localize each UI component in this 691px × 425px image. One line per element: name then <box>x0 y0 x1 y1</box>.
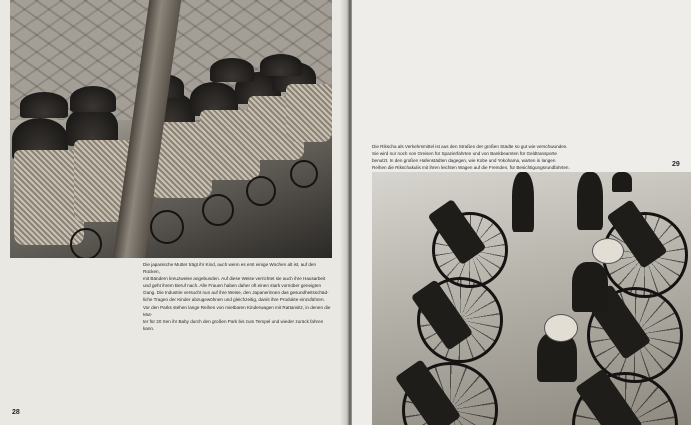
rickshaws-photo <box>372 172 691 425</box>
caption-line: und geht ihrem Beruf nach. Alle Frauen haben daher oft einen stark vornüber geneigten <box>143 283 321 289</box>
caption-line: Vor den Parks stehen lange Reihen von mietbaren Kinderwagen mit Rattansitz, in denen die Mut- <box>143 304 331 317</box>
caption-line: ter für 20 Sen ihr Baby durch den großen Park bis zum Tempel und wieder zurück fahren kann. <box>143 318 324 331</box>
straw-hat <box>592 238 624 264</box>
person-figure <box>612 172 632 192</box>
person-figure <box>577 172 603 230</box>
straw-hat <box>544 314 578 342</box>
caption-line: Die Rikscha als Verkehrsmittel ist aus den Straßen der großen Städte so gut wie verschwunden. <box>372 144 568 149</box>
caption-line: benutzt. In den großen Hafenstädten dagegen, wie Kobe und Yokohama, warten in langen <box>372 158 556 164</box>
pram-wheel <box>150 210 184 244</box>
pram-wheel <box>202 194 234 226</box>
rickshaw-puller <box>572 262 608 312</box>
caption-line: Gang. Die Industrie versucht nun auf ihre Weise, den Japanerinnen das gesundheitsschäd- <box>143 290 329 296</box>
person-figure <box>512 172 534 232</box>
pram-wheel <box>246 176 276 206</box>
left-caption <box>143 261 333 332</box>
caption-line: mit Bändern kreuzweise angebunden. Auf diese Weise verrichtet sie auch ihre Hausarbeit <box>143 276 326 282</box>
right-page-number: 29 <box>672 161 680 168</box>
caption-line: Die japanische Mutter trägt ihr Kind, auch wenn es erst einige Wochen alt ist, auf den Rücken, <box>143 262 317 275</box>
pram-hood <box>70 86 116 112</box>
caption-line: Reihen die Rikschakulis mit ihren leichten Wagen auf die Fremden, für Besichtigungsrundfahrten. <box>372 165 570 171</box>
right-caption <box>372 143 684 171</box>
pram-hood <box>210 58 254 82</box>
pram-hood <box>20 92 68 118</box>
pram-hood <box>260 54 302 76</box>
pram <box>286 84 332 142</box>
caption-line: Sie wird nur noch von Greisen für Spazierfahrten und von Bankbeamten für Geldtransporte <box>372 151 557 157</box>
pram-wheel <box>290 160 318 188</box>
pram-wheel <box>70 228 102 258</box>
baby-carriages-photo <box>10 0 332 258</box>
left-page-number: 28 <box>12 409 20 416</box>
caption-line: liche Tragen der Kinder abzugewöhnen und gleichzeitig, damit ihre Produkte einzuführen. <box>143 297 325 303</box>
